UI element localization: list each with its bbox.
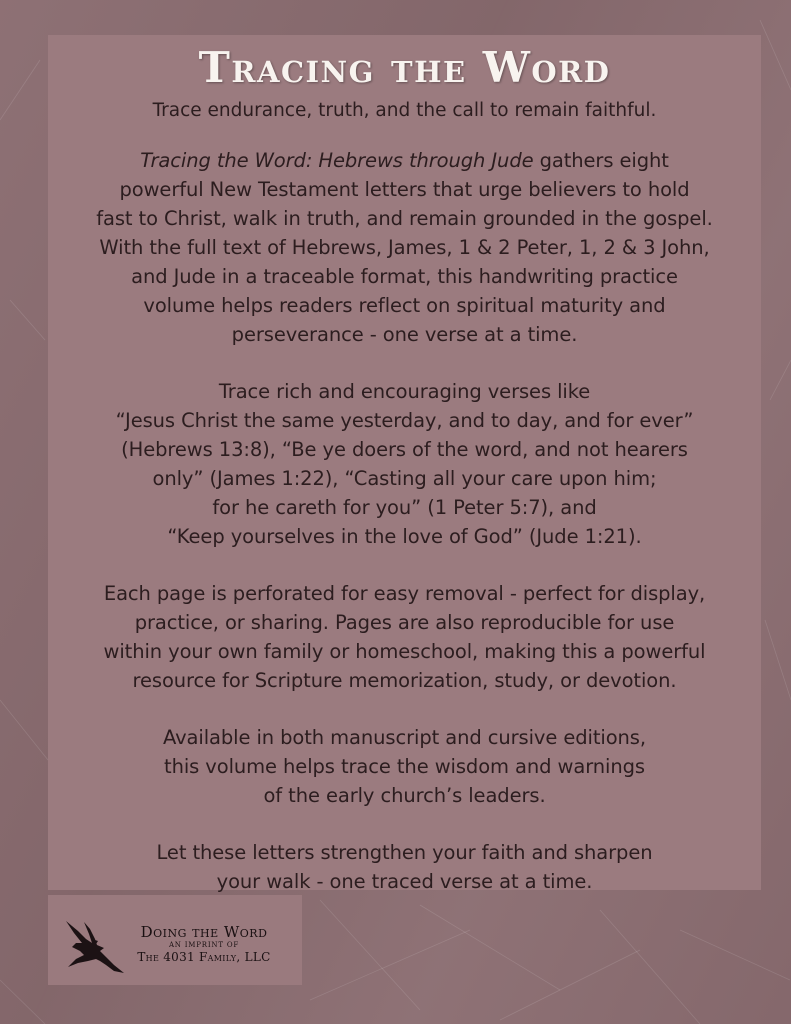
description-panel <box>48 35 761 893</box>
publisher-name: Doing the Word <box>140 923 268 941</box>
intro-line: fast to Christ, walk in truth, and remain grounded in the gospel. <box>96 207 713 230</box>
publisher-text <box>118 923 290 965</box>
closing-line: Let these letters strengthen your faith and sharpen <box>156 841 653 864</box>
editions-line: Available in both manuscript and cursive editions, <box>163 726 646 749</box>
intro-line: and Jude in a traceable format, this handwriting practice <box>131 265 678 288</box>
verses-line: “Keep yourselves in the love of God” (Jude 1:21). <box>167 525 642 548</box>
publisher-imprint: AN IMPRINT OF <box>168 941 240 949</box>
perforated-line: Each page is perforated for easy removal - perfect for display, <box>103 582 706 605</box>
publisher-logo <box>48 895 302 985</box>
intro-line: volume helps readers reflect on spiritual maturity and <box>143 294 666 317</box>
page-title: Tracing the Word <box>198 43 611 92</box>
book-title: Tracing the Word: Hebrews through Jude <box>140 149 534 172</box>
perforated-paragraph <box>48 579 761 695</box>
perforated-line: within your own family or homeschool, making this a powerful <box>103 640 706 663</box>
closing-line: your walk - one traced verse at a time. <box>216 870 593 893</box>
intro-line <box>48 146 761 175</box>
intro-line: powerful New Testament letters that urge believers to hold <box>119 178 690 201</box>
verses-line: (Hebrews 13:8), “Be ye doers of the word, and not hearers <box>121 438 688 461</box>
editions-paragraph <box>48 723 761 810</box>
intro-line-rest: gathers eight <box>533 149 669 172</box>
intro-line: perseverance - one verse at a time. <box>231 323 578 346</box>
verses-paragraph <box>48 377 761 551</box>
editions-line: this volume helps trace the wisdom and warnings <box>164 755 645 778</box>
editions-line: of the early church’s leaders. <box>263 784 546 807</box>
verses-line: for he careth for you” (1 Peter 5:7), and <box>212 496 597 519</box>
perforated-line: practice, or sharing. Pages are also reproducible for use <box>134 611 675 634</box>
eagle-icon <box>62 913 124 977</box>
publisher-parent: The 4031 Family, LLC <box>137 950 271 964</box>
verses-line: “Jesus Christ the same yesterday, and to day, and for ever” <box>115 409 694 432</box>
subtitle: Trace endurance, truth, and the call to remain faithful. <box>152 100 657 121</box>
perforated-line: resource for Scripture memorization, study, or devotion. <box>132 669 677 692</box>
verses-line: Trace rich and encouraging verses like <box>218 380 591 403</box>
intro-paragraph <box>48 146 761 349</box>
closing-paragraph <box>48 838 761 896</box>
verses-line: only” (James 1:22), “Casting all your care upon him; <box>152 467 657 490</box>
intro-line: With the full text of Hebrews, James, 1 & 2 Peter, 1, 2 & 3 John, <box>99 236 710 259</box>
